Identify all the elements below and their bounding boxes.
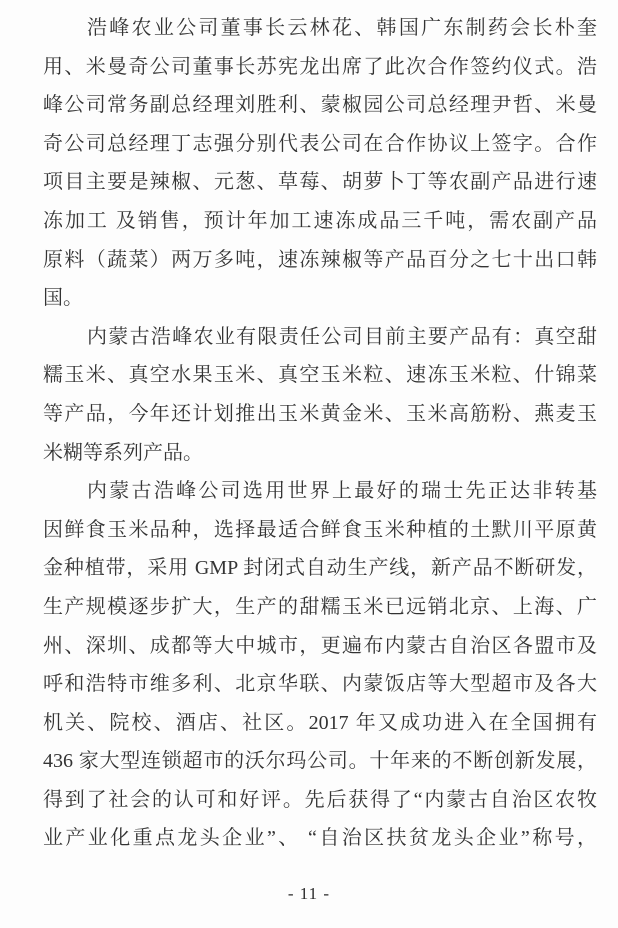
- paragraph-main-products: [43, 318, 597, 472]
- page-number: - 11 -: [287, 884, 331, 903]
- text-line: 等产品，今年还计划推出玉米黄金米、玉米高筋粉、燕麦玉: [43, 402, 597, 425]
- text-line: 得到了社会的认可和好评。先后获得了“内蒙古自治区农牧: [43, 788, 597, 811]
- paragraph-company-development: [43, 472, 597, 858]
- text-line: 金种植带，采用 GMP 封闭式自动生产线，新产品不断研发，: [43, 557, 597, 580]
- text-line: 内蒙古浩峰农业有限责任公司目前主要产品有：真空甜: [87, 325, 597, 348]
- text-line: 冻加工 及销售，预计年加工速冻成品三千吨，需农副产品: [43, 209, 597, 232]
- text-line: 奇公司总经理丁志强分别代表公司在合作协议上签字。合作: [43, 132, 597, 155]
- text-line: 米糊等系列产品。: [43, 441, 203, 464]
- text-line: 糯玉米、真空水果玉米、真空玉米粒、速冻玉米粒、什锦菜: [43, 364, 597, 387]
- document-body-text: [43, 9, 597, 858]
- text-line: 用、米曼奇公司董事长苏宪龙出席了此次合作签约仪式。浩: [43, 55, 597, 78]
- text-line: 业产业化重点龙头企业”、 “自治区扶贫龙头企业”称号，: [43, 827, 597, 850]
- text-line: 国。: [43, 287, 83, 310]
- text-line: 生产规模逐步扩大，生产的甜糯玉米已远销北京、上海、广: [43, 595, 597, 618]
- text-line: 436 家大型连锁超市的沃尔玛公司。十年来的不断创新发展，: [43, 750, 597, 773]
- text-line: 浩峰农业公司董事长云林花、韩国广东制药会长朴奎: [87, 17, 597, 39]
- text-line: 因鲜食玉米品种，选择最适合鲜食玉米种植的土默川平原黄: [43, 518, 597, 541]
- text-line: 州、深圳、成都等大中城市，更遍布内蒙古自治区各盟市及: [43, 634, 597, 657]
- text-line: 原料（蔬菜）两万多吨，速冻辣椒等产品百分之七十出口韩: [43, 248, 597, 271]
- text-line: 内蒙古浩峰公司选用世界上最好的瑞士先正达非转基: [87, 480, 597, 503]
- text-line: 峰公司常务副总经理刘胜利、蒙椒园公司总经理尹哲、米曼: [43, 94, 597, 117]
- paragraph-signing-ceremony: [43, 9, 597, 318]
- text-line: 项目主要是辣椒、元葱、草莓、胡萝卜丁等农副产品进行速: [43, 171, 597, 194]
- text-line: 机关、院校、酒店、社区。2017 年又成功进入在全国拥有: [43, 711, 597, 734]
- text-line: 呼和浩特市维多利、北京华联、内蒙饭店等大型超市及各大: [43, 673, 597, 696]
